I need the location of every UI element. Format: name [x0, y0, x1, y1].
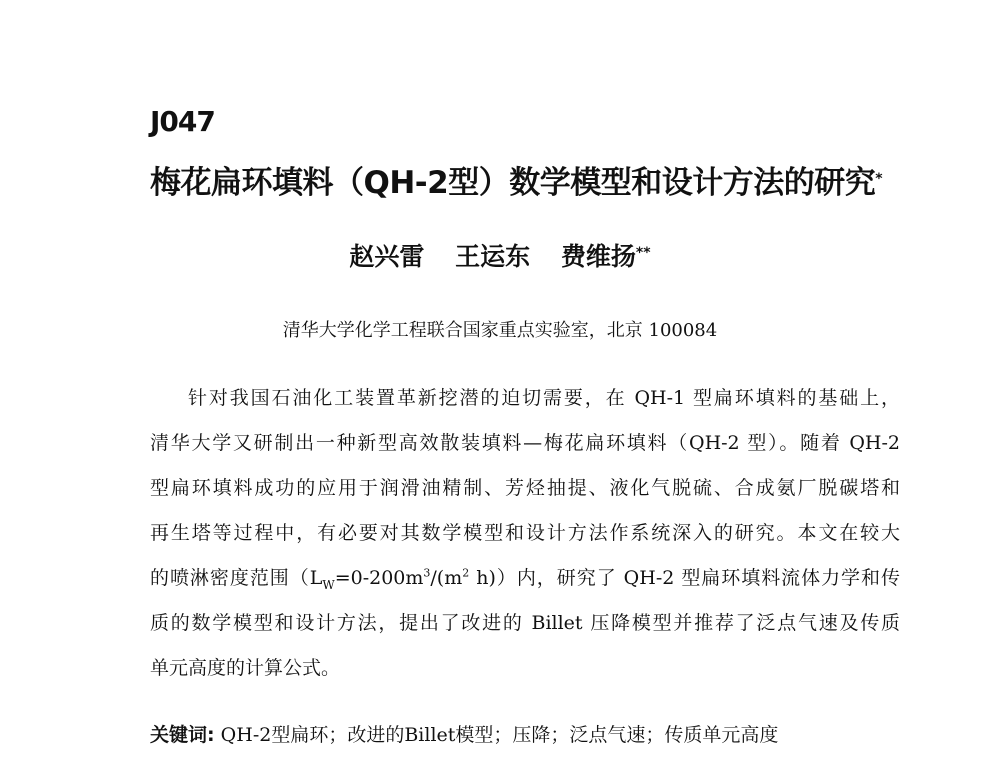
paper-code: J047: [150, 105, 215, 138]
author: [455, 242, 530, 271]
abstract-line: 质的数学模型和设计方法，提出了改进的 Billet 压降模型并推荐了泛点气速及传质: [150, 612, 900, 634]
author-footnote-mark: **: [635, 245, 651, 261]
author: [349, 242, 424, 271]
abstract-line: 的喷淋密度范围（$L_W=0-200m^3/(m^2$ h)）内，研究了 QH-2 型扁环填料流体力学和传: [150, 566, 900, 592]
paper-title: [150, 163, 882, 203]
author-name: 赵兴雷: [349, 242, 425, 271]
keywords-separator: :: [207, 724, 215, 746]
author-name: 王运东: [455, 242, 531, 271]
affiliation: 清华大学化学工程联合国家重点实验室，北京 100084: [282, 320, 718, 341]
keywords: [150, 720, 778, 750]
abstract-line: 针对我国石油化工装置革新挖潜的迫切需要，在 QH-1 型扁环填料的基础上，: [188, 387, 900, 409]
author-name: 费维扬: [560, 242, 636, 271]
keywords-label: 关键词: [150, 724, 208, 746]
author: [561, 242, 651, 271]
abstract-line: 清华大学又研制出一种新型高效散装填料—梅花扁环填料（QH-2 型）。随着 QH-2: [150, 432, 900, 454]
keywords-text: QH-2型扁环；改进的Billet模型；压降；泛点气速；传质单元高度: [220, 724, 779, 746]
paper-title-text: 梅花扁环填料（QH-2型）数学模型和设计方法的研究: [150, 165, 876, 201]
abstract-line: 再生塔等过程中，有必要对其数学模型和设计方法作系统深入的研究。本文在较大: [150, 522, 900, 544]
abstract-line: 单元高度的计算公式。: [150, 657, 341, 679]
author-list: [0, 240, 1000, 274]
title-footnote-mark: *: [875, 171, 883, 187]
abstract-line: 型扁环填料成功的应用于润滑油精制、芳烃抽提、液化气脱硫、合成氨厂脱碳塔和: [150, 477, 900, 499]
abstract: [150, 378, 900, 693]
